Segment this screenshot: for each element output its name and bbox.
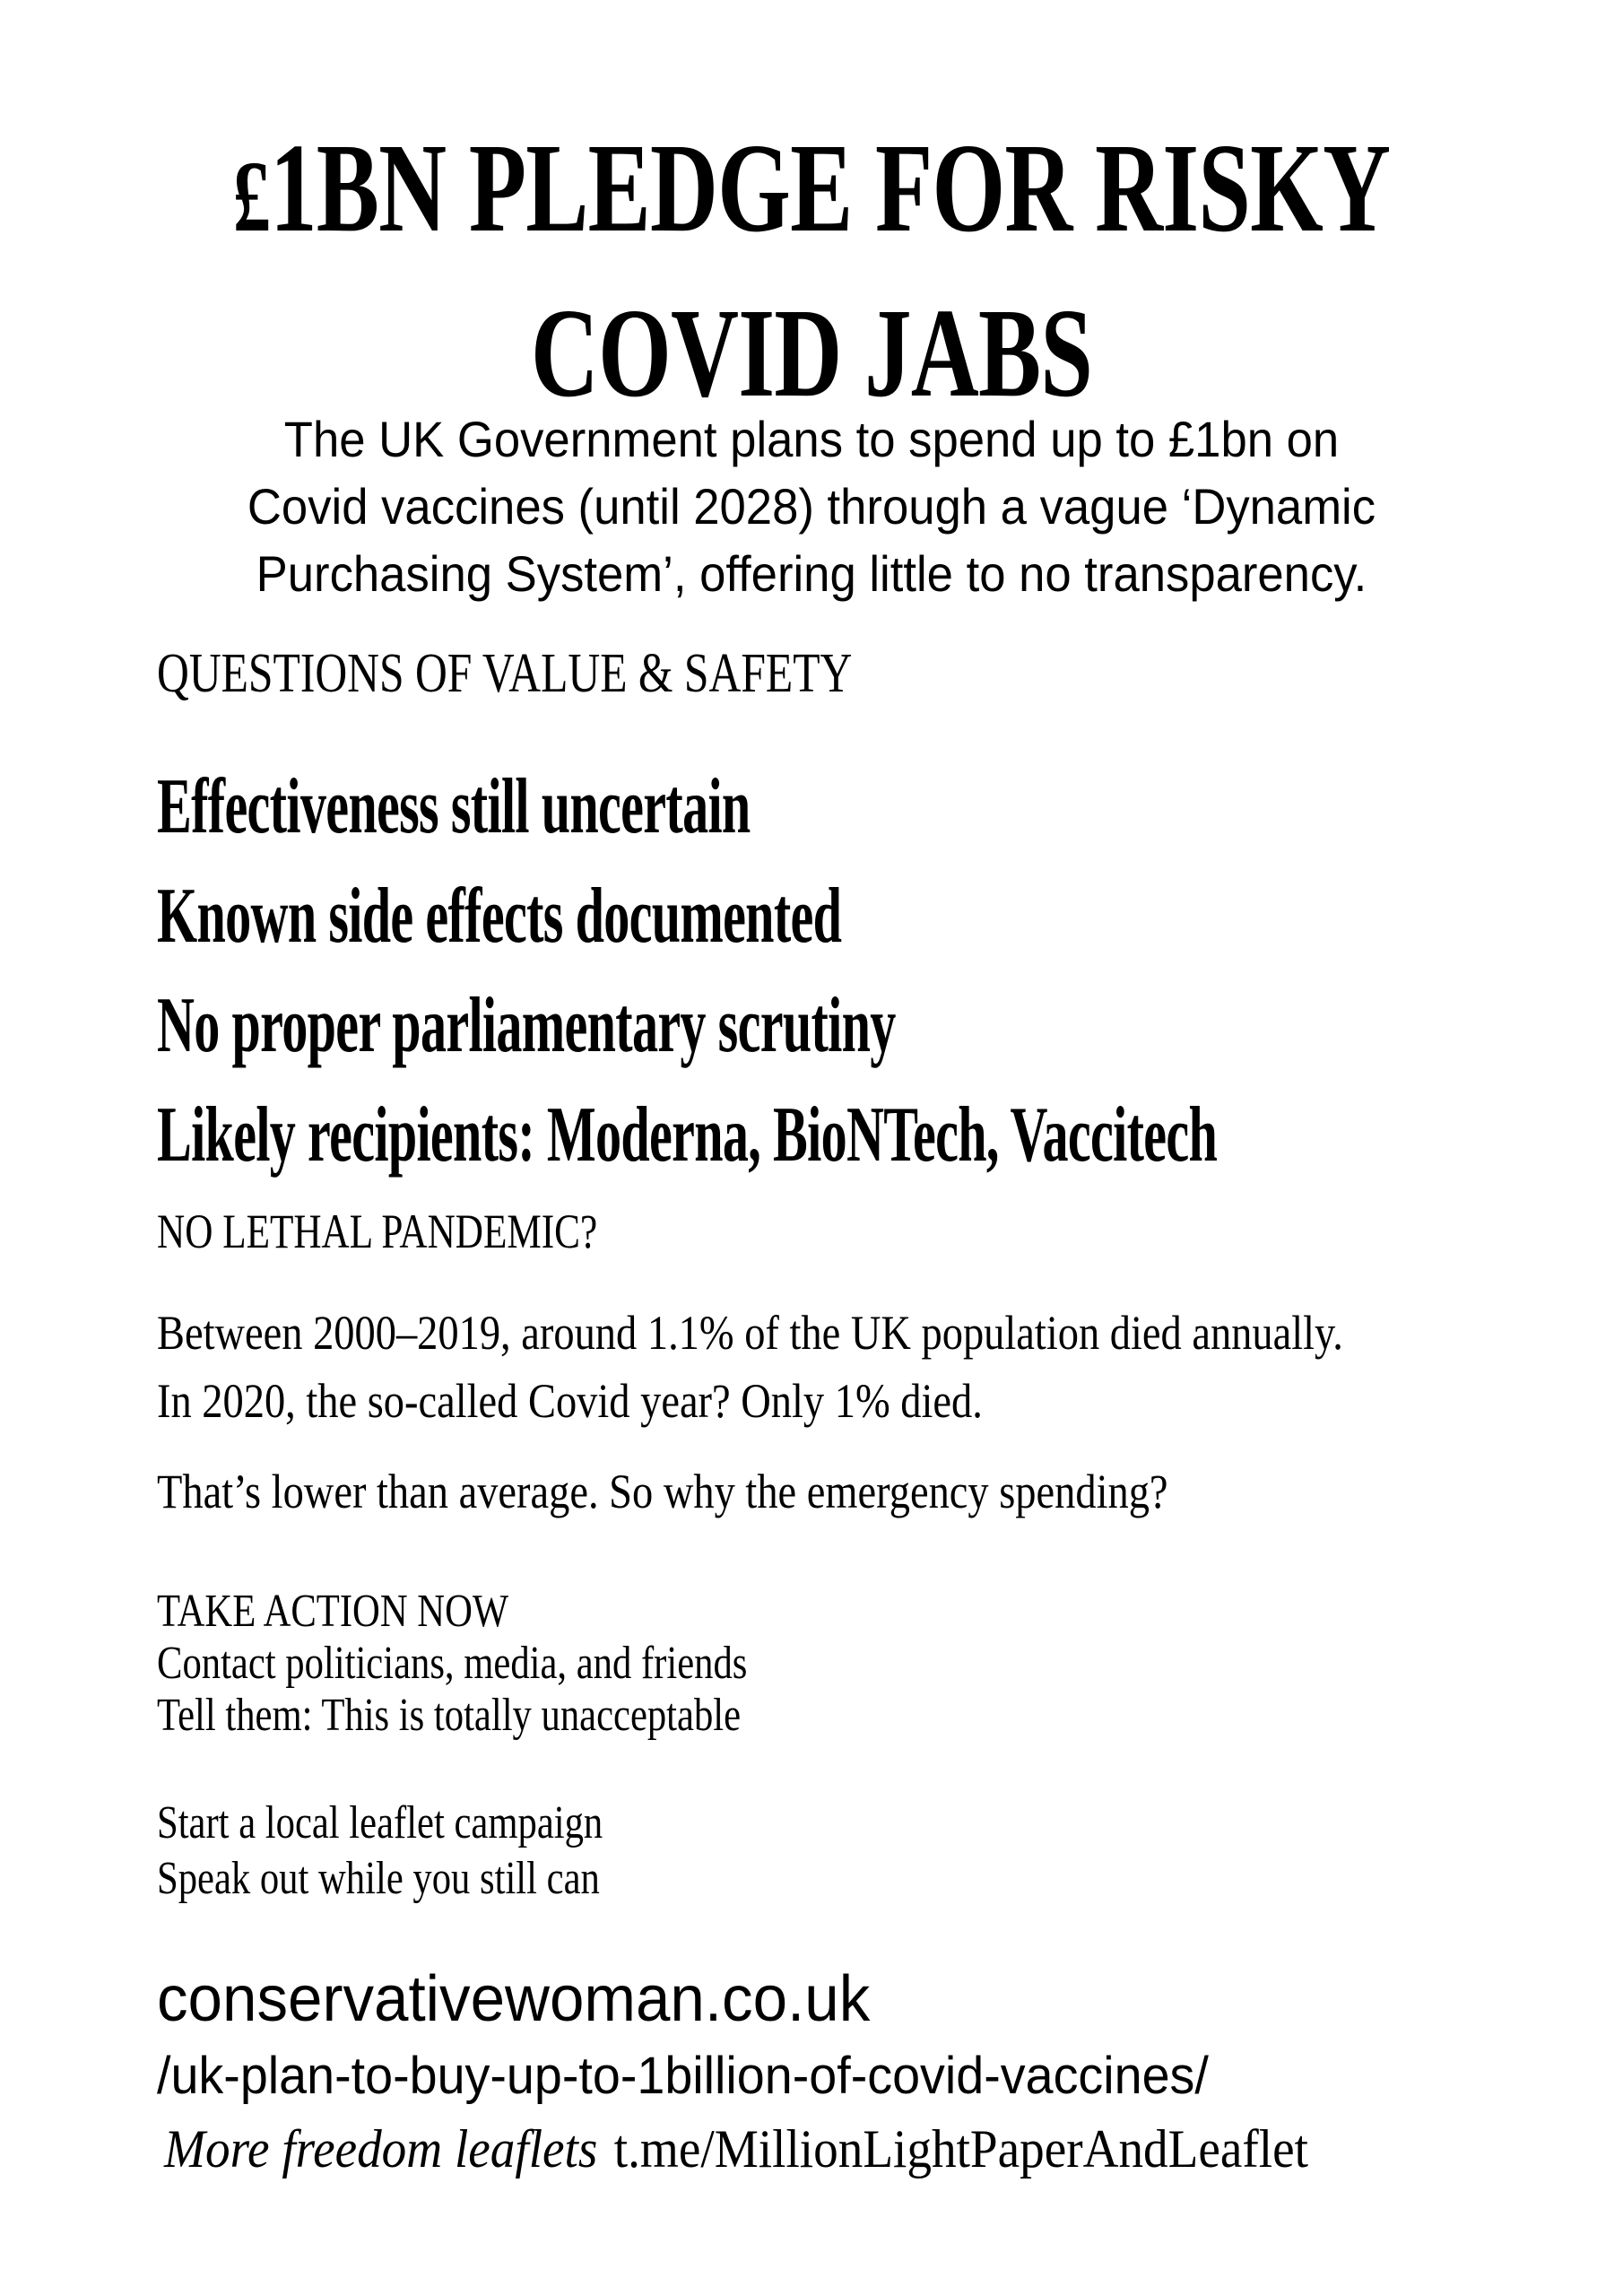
- subtitle-line: Covid vaccines (until 2028) through a vague ‘Dynamic: [247, 478, 1376, 535]
- claim-side-effects: Known side effects documented: [157, 873, 842, 960]
- pound-symbol: £: [232, 140, 271, 253]
- page-title-line-1: [211, 115, 1411, 261]
- action-line: Contact politicians, media, and friends: [157, 1638, 748, 1689]
- claim-effectiveness: Effectiveness still uncertain: [157, 763, 751, 850]
- stats-paragraph: [157, 1299, 1343, 1435]
- rhetorical-question: That’s lower than average. So why the emergency spending?: [157, 1465, 1168, 1518]
- take-action-heading: TAKE ACTION NOW: [157, 1586, 509, 1637]
- stats-line: In 2020, the so-called Covid year? Only 1% died.: [157, 1374, 983, 1428]
- telegram-url: t.me/MillionLightPaperAndLeaflet: [613, 2119, 1308, 2179]
- more-leaflets-label: More freedom leaflets: [164, 2119, 598, 2179]
- more-leaflets-line: [164, 2118, 1308, 2180]
- subtitle: [48, 405, 1574, 607]
- claim-recipients: Likely recipients: Moderna, BioNTech, Vaccitech: [157, 1091, 1218, 1178]
- claim-scrutiny: No proper parliamentary scrutiny: [157, 982, 896, 1069]
- action-line: Speak out while you still can: [157, 1853, 600, 1904]
- section-heading-pandemic: NO LETHAL PANDEMIC?: [157, 1205, 598, 1258]
- section-heading-questions: QUESTIONS OF VALUE & SAFETY: [157, 643, 853, 704]
- take-action-block: [157, 1586, 747, 1742]
- action-line: Start a local leaflet campaign: [157, 1797, 603, 1848]
- stats-line: Between 2000–2019, around 1.1% of the UK population died annually.: [157, 1306, 1343, 1360]
- action-line: Tell them: This is totally unacceptable: [157, 1690, 742, 1741]
- page-title-line-2: COVID JABS: [530, 282, 1093, 423]
- article-path-url: /uk-plan-to-buy-up-to-1billion-of-covid-vaccines/: [157, 2047, 1209, 2105]
- take-action-block-2: [157, 1796, 603, 1907]
- page-title-line-1-text: 1BN PLEDGE FOR RISKY: [270, 117, 1391, 258]
- subtitle-line: The UK Government plans to spend up to £1bn on: [283, 411, 1340, 467]
- subtitle-line: Purchasing System’, offering little to no transparency.: [256, 545, 1367, 602]
- website-url: conservativewoman.co.uk: [157, 1963, 871, 2035]
